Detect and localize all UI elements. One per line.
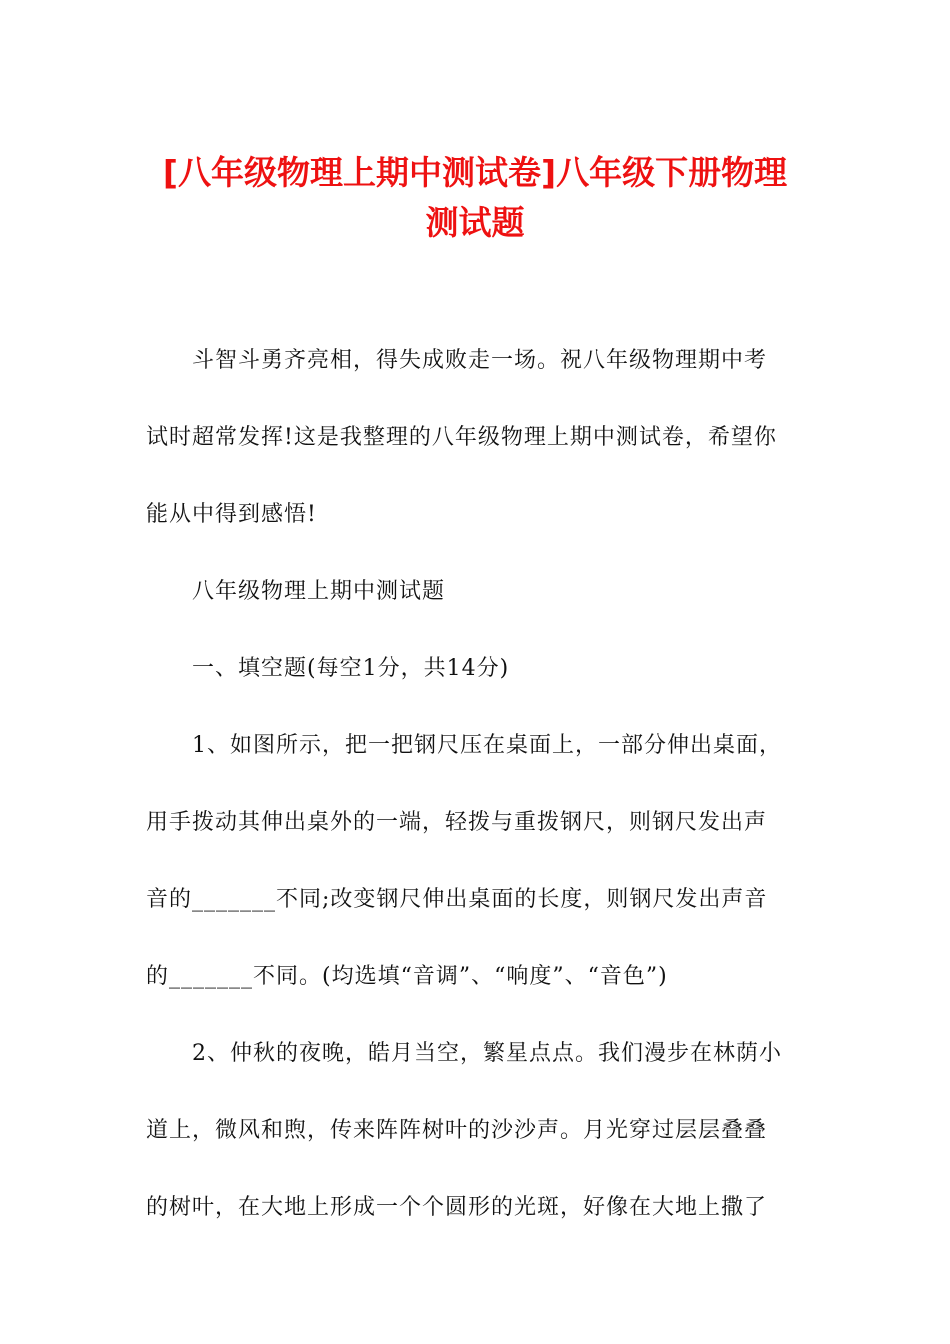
document-title: [120, 148, 830, 248]
question-1-line-1: 1、如图所示，把一把钢尺压在桌面上，一部分伸出桌面，: [192, 733, 782, 758]
question-1-line-3: 音的_______不同;改变钢尺伸出桌面的长度，则钢尺发出声音: [146, 887, 768, 912]
paragraph-intro-line-3: 能从中得到感悟!: [146, 502, 317, 527]
question-2-line-3: 的树叶，在大地上形成一个个圆形的光斑，好像在大地上撒了: [146, 1195, 768, 1220]
title-line-1: [八年级物理上期中测试卷]八年级下册物理: [162, 153, 788, 192]
paragraph-intro-line-1: 斗智斗勇齐亮相，得失成败走一场。祝八年级物理期中考: [192, 348, 768, 373]
paragraph-intro-line-2: 试时超常发挥!这是我整理的八年级物理上期中测试卷，希望你: [146, 425, 777, 450]
question-2-line-2: 道上，微风和煦，传来阵阵树叶的沙沙声。月光穿过层层叠叠: [146, 1118, 768, 1143]
question-1-line-2: 用手拨动其伸出桌外的一端，轻拨与重拨钢尺，则钢尺发出声: [146, 810, 768, 835]
document-body: [146, 322, 806, 1246]
title-line-2: 测试题: [425, 203, 525, 242]
question-group-heading: 一、填空题(每空1分，共14分): [192, 656, 510, 681]
section-heading: 八年级物理上期中测试题: [192, 579, 446, 604]
question-1-line-4: 的_______不同。(均选填“音调”、“响度”、“音色”): [146, 964, 668, 989]
question-2-line-1: 2、仲秋的夜晚，皓月当空，繁星点点。我们漫步在林荫小: [192, 1041, 782, 1066]
